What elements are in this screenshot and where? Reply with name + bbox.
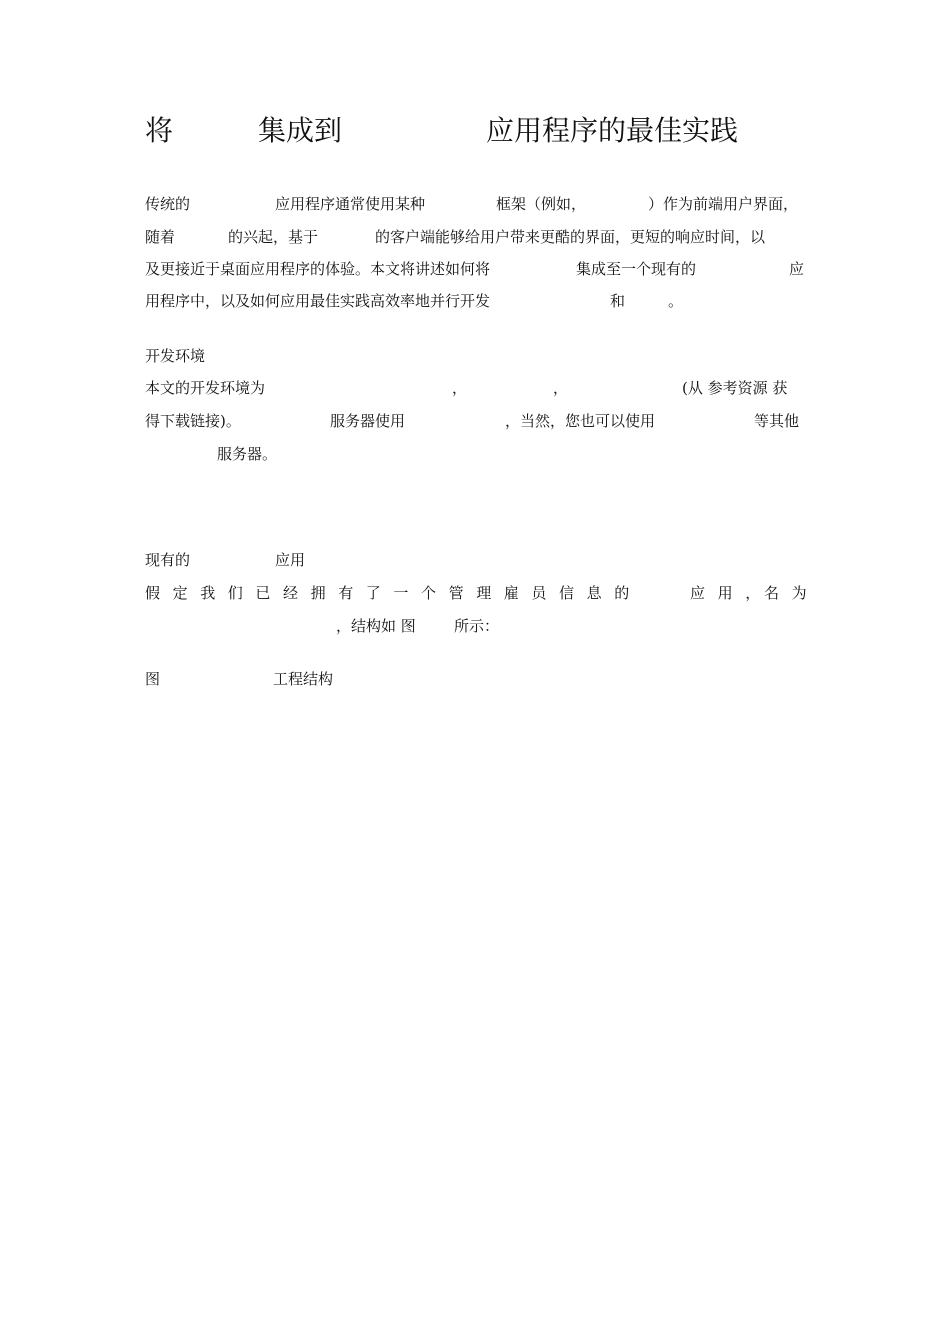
intro-line2-a: 随着 [145,228,176,246]
dev-env-line1-a: 本文的开发环境为 [145,379,266,397]
intro-line3-b: 集成至一个现有的 [576,260,697,278]
intro-line3-c: 应 [789,260,805,278]
existing-app-line1-b: 应用， [690,584,773,602]
dev-env-line2-b: 服务器使用 [330,412,406,430]
existing-app-heading-a: 现有的 [145,551,191,569]
intro-line2-b: 的兴起，基于 [228,228,319,246]
existing-app-heading-b: 应用 [275,551,306,569]
dev-env-line2-a: 得下载链接)。 [145,412,241,430]
existing-app-line1-a: 假定我们已经拥有了一个管理雇员信息的 [145,584,642,602]
intro-line4-c: 。 [668,292,684,310]
dev-env-line3-a: 服务器。 [217,445,278,463]
intro-line1-d: ）作为前端用户界面， [648,195,799,213]
dev-env-heading: 开发环境 [145,347,206,365]
dev-env-line1-c: ， [553,379,569,397]
intro-line1-b: 应用程序通常使用某种 [275,195,426,213]
intro-line4-b: 和 [610,292,626,310]
existing-app-line2-a: ，结构如 图 [336,617,416,635]
figure-caption-label: 图 [145,670,161,688]
title-part-3: 应用程序的最佳实践 [486,114,739,147]
intro-line1-a: 传统的 [145,195,191,213]
existing-app-line1-c: 名为 [764,584,820,602]
dev-env-line2-c: ，当然，您也可以使用 [505,412,656,430]
title-part-2: 集成到 [258,114,343,147]
dev-env-line1-b: ， [452,379,468,397]
existing-app-line2-b: 所示： [454,617,500,635]
intro-line2-c: 的客户端能够给用户带来更酷的界面，更短的响应时间，以 [375,228,766,246]
title-part-1: 将 [145,114,174,147]
figure-caption-text: 工程结构 [273,670,334,688]
intro-line4-a: 用程序中，以及如何应用最佳实践高效率地并行开发 [145,292,491,310]
dev-env-line2-d: 等其他 [754,412,800,430]
dev-env-line1-d: (从 参考资源 获 [682,379,788,397]
intro-line3-a: 及更接近于桌面应用程序的体验。本文将讲述如何将 [145,260,491,278]
intro-line1-c: 框架（例如， [496,195,587,213]
